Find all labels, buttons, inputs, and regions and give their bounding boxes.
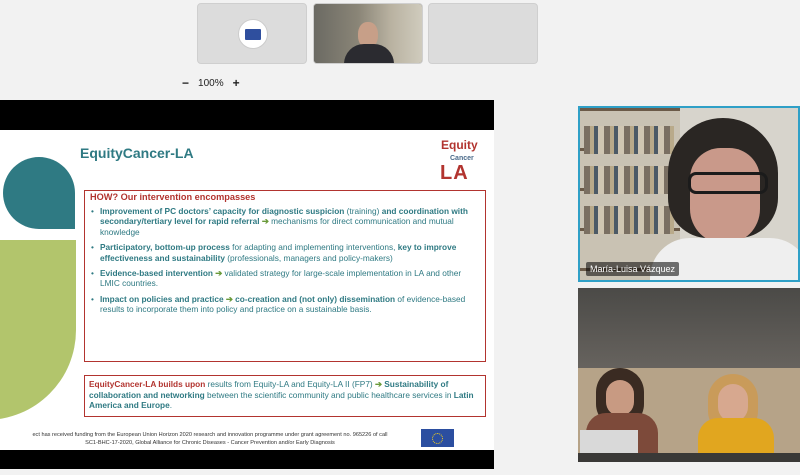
equity-cancer-la-logo: Equity Cancer LA <box>440 138 478 184</box>
arrow-icon: ➔ <box>259 216 272 227</box>
presentation-slide <box>0 130 494 450</box>
bullet-item: • Impact on policies and practice ➔ co-creation and (not only) dissemination of evidence-based results to incorporate them into policy and practice on a sustainable basis. <box>90 294 480 315</box>
eu-flag-icon <box>421 429 454 447</box>
eu-logo-icon <box>238 19 268 49</box>
arrow-icon: ➔ <box>223 293 236 304</box>
participant-thumbnail-video[interactable] <box>313 3 423 64</box>
zoom-level: 100% <box>198 77 224 89</box>
decorative-shape-green <box>0 240 76 420</box>
bullet-item: • Improvement of PC doctors’ capacity for diagnostic suspicion (training) and coordination with secondary/tertiary level for rapid referral ➔ mechanisms for direct communication and mutual knowledge <box>90 206 480 237</box>
participant-thumbnail-eu[interactable] <box>197 3 307 64</box>
zoom-out-button[interactable]: − <box>182 76 190 90</box>
builds-upon-box: EquityCancer-LA builds upon results from Equity-LA and Equity-LA II (FP7) ➔ Sustainability of collaboration and networking between the scientific community and public healthcare services in Latin America and Europe. <box>84 375 486 417</box>
slide-title: EquityCancer-LA <box>80 145 194 161</box>
funding-footnote: ect has received funding from the European Union Horizon 2020 research and innovation programme under grant agreement no. 965226 of call SC1-BHC-17-2020, Global Alliance for Chronic Diseases - Cancer Prevention and/or Early Diagnosis <box>32 432 388 446</box>
box-heading: HOW? Our intervention encompasses <box>90 192 256 202</box>
intervention-box <box>84 190 486 362</box>
bullet-item: • Participatory, bottom-up process for adapting and implementing interventions, key to improve effectiveness and sustainability (professionals, managers and policy-makers) <box>90 242 480 263</box>
bullet-item: • Evidence-based intervention ➔ validated strategy for large-scale implementation in LA and other LMIC countries. <box>90 268 480 289</box>
zoom-control <box>182 76 240 90</box>
zoom-in-button[interactable]: + <box>232 76 240 90</box>
participant-tile-room[interactable] <box>578 288 800 462</box>
participant-thumbnail-empty[interactable] <box>428 3 538 64</box>
participant-name-label: María-Luisa Vázquez <box>586 262 679 276</box>
participant-tile-active[interactable] <box>578 106 800 282</box>
arrow-icon: ➔ <box>375 379 382 389</box>
decorative-shape-teal <box>3 157 75 229</box>
arrow-icon: ➔ <box>212 268 225 279</box>
